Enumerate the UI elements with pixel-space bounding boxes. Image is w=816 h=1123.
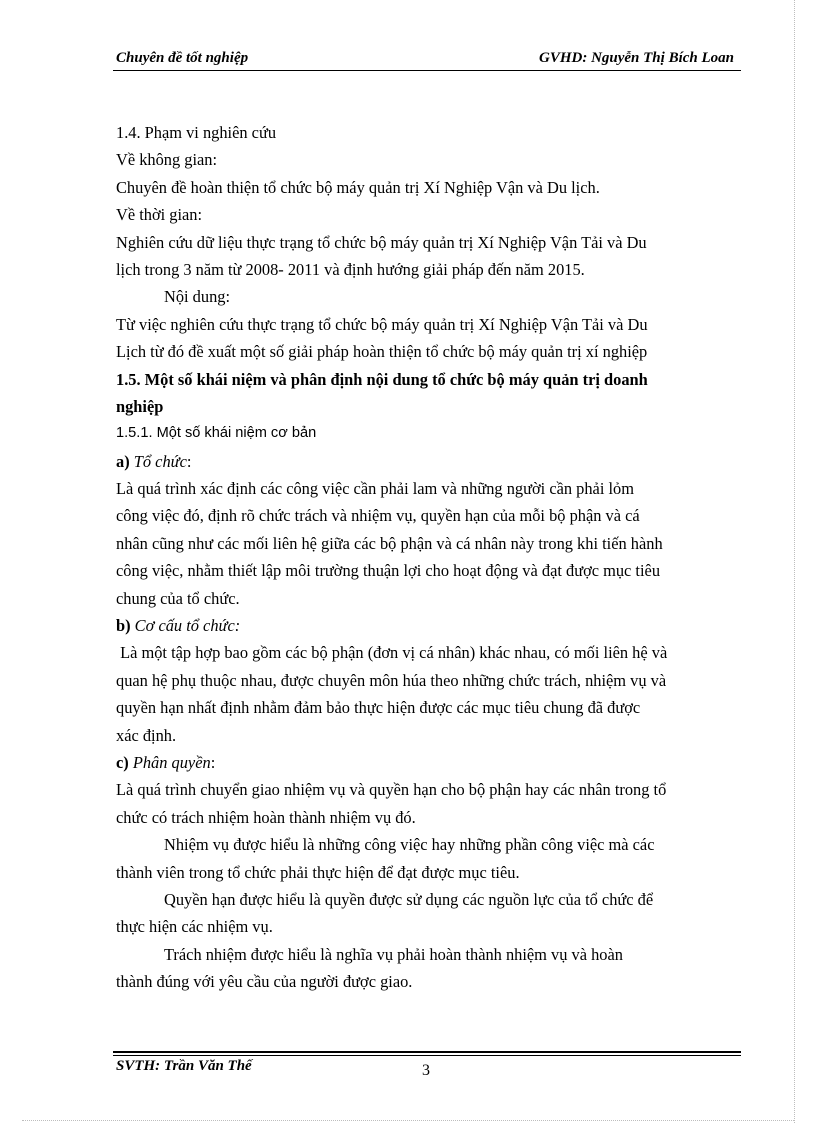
body-line: Quyền hạn được hiểu là quyền được sử dụng các nguồn lực của tổ chức để [164,889,654,909]
page-number: 3 [422,1062,430,1079]
body-line: lịch trong 3 năm từ 2008- 2011 và định hướng giải pháp đến năm 2015. [116,259,585,279]
body-line: Nghiên cứu dữ liệu thực trạng tổ chức bộ máy quản trị Xí Nghiệp Vận Tải và Du [116,232,647,252]
term-name: Tổ chức [133,451,187,471]
body-line: quyền hạn nhất định nhằm đảm bảo thực hiện được các mục tiêu chung đã được [116,698,641,718]
body-line: thành đúng với yêu cầu của người được giao. [116,972,413,992]
body-line: chung của tổ chức. [116,588,240,608]
term-colon: : [186,451,192,471]
section-heading-1-5-cont: nghiệp [116,396,164,416]
term-label: c) [116,752,133,772]
body-line: Là quá trình xác định các công việc cần phải lam và những người cần phải lỏm [116,479,634,499]
body-line: thành viên trong tổ chức phải thực hiện để đạt được mục tiêu. [116,862,520,882]
term-label: b) [116,616,135,636]
term-name: Cơ cấu tổ chức: [134,616,241,636]
body-line: Là một tập hợp bao gồm các bộ phận (đơn vị cá nhân) khác nhau, có mối liên hệ và [116,643,668,663]
body-line: Nhiệm vụ được hiểu là những công việc hay những phần công việc mà các [164,835,655,855]
subsection-heading-1-5-1: 1.5.1. Một số khái niệm cơ bản [116,425,317,442]
footer-rule-thin [113,1055,741,1056]
page-edge-dotted-right [794,0,795,1123]
term-heading-a [116,448,741,475]
body-line: công việc, nhằm thiết lập môi trường thuận lợi cho hoạt động và đạt được mục tiêu [116,561,661,581]
section-heading-1-4: 1.4. Phạm vi nghiên cứu [116,123,277,142]
body-line: xác định. [116,725,177,745]
footer-student-name: SVTH: Trần Văn Thế [116,1058,252,1074]
term-name: Phân quyền [132,752,211,772]
body-line: Từ việc nghiên cứu thực trạng tổ chức bộ máy quản trị Xí Nghiệp Vận Tải và Du [116,314,648,334]
body-line: Là quá trình chuyển giao nhiệm vụ và quyền hạn cho bộ phận hay các nhân trong tổ [116,780,667,800]
header-right-advisor: GVHD: Nguyễn Thị Bích Loan [538,50,734,66]
page-edge-dotted-bottom [22,1120,794,1121]
body-line: chức có trách nhiệm hoàn thành nhiệm vụ đó. [116,807,416,827]
body-line: Trách nhiệm được hiểu là nghĩa vụ phải hoàn thành nhiệm vụ và hoàn [164,944,623,964]
section-heading-1-5: 1.5. Một số khái niệm và phân định nội dung tổ chức bộ máy quản trị doanh [116,369,648,389]
body-line: Về không gian: [116,150,218,170]
header-left-title: Chuyên đề tốt nghiệp [116,50,249,66]
body-line: công việc đó, định rõ chức trách và nhiệm vụ, quyền hạn của mỗi bộ phận và cá [116,506,640,526]
body-line: Về thời gian: [116,205,203,225]
body-line: quan hệ phụ thuộc nhau, được chuyên môn húa theo những chức trách, nhiệm vụ và [116,670,667,690]
body-line: Nội dung: [164,287,231,307]
body-text [116,119,741,996]
footer-rule-thick [113,1051,741,1053]
body-line: Lịch từ đó đề xuất một số giải pháp hoàn thiện tổ chức bộ máy quản trị xí nghiệp [116,342,648,362]
term-colon: : [210,752,216,772]
term-label: a) [116,451,134,471]
header-rule [113,70,741,71]
term-heading-c [116,749,741,776]
body-line: nhân cũng như các mối liên hệ giữa các bộ phận và cá nhân này trong khi tiến hành [116,533,663,553]
body-line: thực hiện các nhiệm vụ. [116,917,273,937]
term-heading-b [116,612,741,639]
body-line: Chuyên đề hoàn thiện tổ chức bộ máy quản trị Xí Nghiệp Vận và Du lịch. [116,177,600,197]
